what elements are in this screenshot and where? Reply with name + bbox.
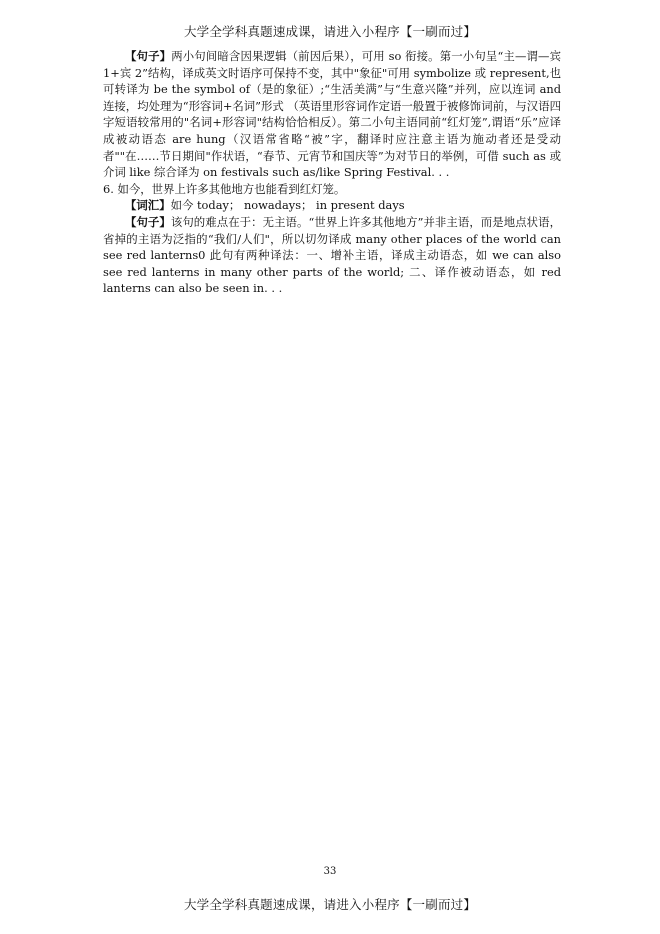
paragraph-text: 两小句间暗含因果逻辑（前因后果），可用 so 衔接。第一小句呈“主—谓—宾 1+宾 2”结构，译成英文时语序可保持不变，其中"象征"可用 symbolize 或 represent,也可转译为 be the symbol of（是的象征）;“生活美满”与“生意兴隆”并列，应以连词 and 连接，均处理为“形容词+名词”形式 （英语里形容词作定语一般置于被修饰词前，与汉语四字短语较常用的"名词+形容词"结构恰恰相反）。第二小句主语同前“红灯笼”,谓语“乐”应译成被动语态 are hung（汉语常省略“被”字，翻译时应注意主语为施动者还是受动者""在……节日期间"作状语，“春节、元宵节和国庆等”为对节日的举例，可借 such as 或介词 like 综合译为 on festivals such as/like Spring Festival. . .: [103, 49, 561, 180]
paragraph-sentence-analysis-2: [103, 214, 561, 297]
section-tag: 【句子】: [125, 49, 172, 63]
section-tag: 【词汇】: [125, 198, 171, 213]
paragraph-sentence-analysis-1: [103, 48, 561, 181]
paragraph-text: 6. 如今，世界上许多其他地方也能看到红灯笼。: [103, 181, 346, 196]
document-body: [103, 48, 561, 297]
paragraph-text: 该句的难点在于：无主语。“世界上许多其他地方”并非主语，而是地点状语，省掉的主语为泛指的“我们/人们"，所以切勿译成 many other places of the world can see red lanterns0 此句有两种译法：一、增补主语，译成主动语态，如 we can also see red lanterns in many other parts of the world; 二、译作被动语态，如 red lanterns can also be seen in. . .: [103, 214, 561, 296]
paragraph-text: 如今 today； nowadays； in present days: [170, 198, 405, 213]
page-footer: 大学全学科真题速成课，请进入小程序【一刷而过】: [183, 897, 477, 912]
section-tag: 【句子】: [125, 214, 171, 229]
paragraph-question-6: [103, 181, 561, 198]
page-header: 大学全学科真题速成课，请进入小程序【一刷而过】: [183, 24, 477, 39]
page-number: 33: [323, 866, 337, 877]
paragraph-vocabulary: [103, 197, 561, 214]
